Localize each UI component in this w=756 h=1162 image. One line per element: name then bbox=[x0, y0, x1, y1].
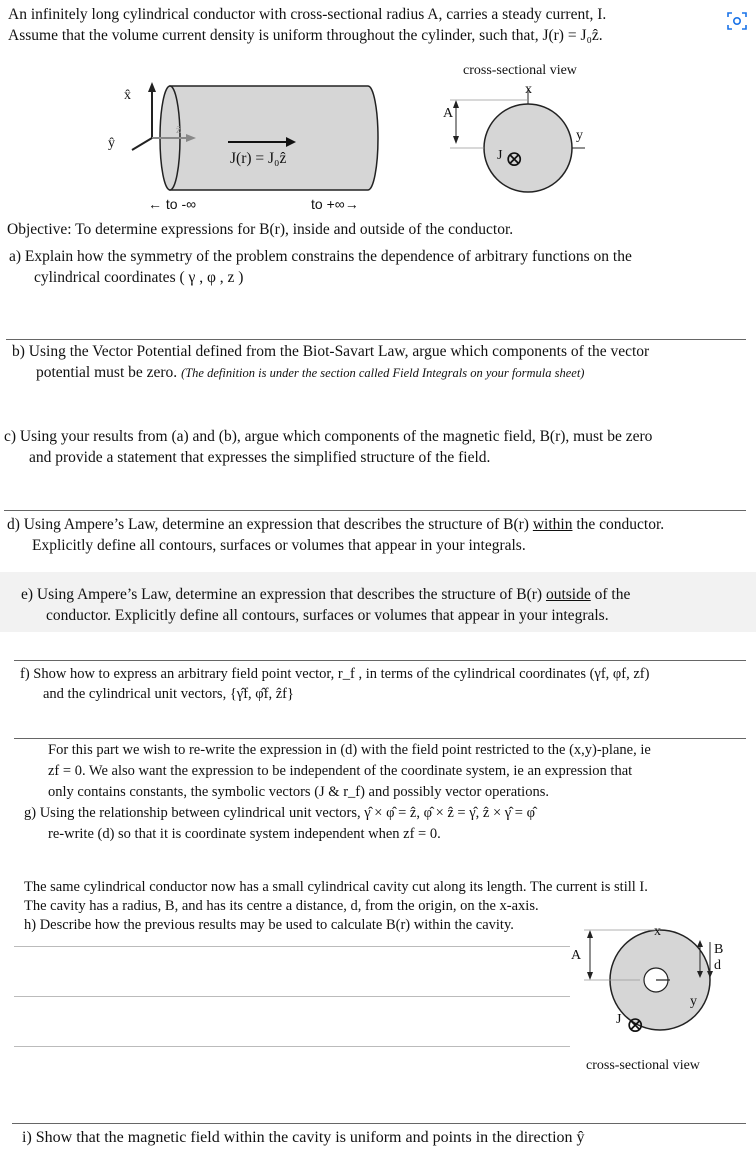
plus-infinity-label: to +∞→ bbox=[311, 196, 359, 212]
part-g-intro-1: For this part we wish to re-write the expression in (d) with the field point restricted to the (x,y)-plane, ie bbox=[48, 742, 651, 758]
fig2-d-label: d bbox=[714, 958, 721, 973]
part-e-line-2: conductor. Explicitly define all contours, surfaces or volumes that appear in your integrals. bbox=[46, 607, 609, 624]
intro-line-1: An infinitely long cylindrical conductor with cross-sectional radius A, carries a steady current, I. bbox=[8, 6, 607, 23]
divider bbox=[14, 738, 746, 739]
part-g-line-2: re-write (d) so that it is coordinate system independent when zf = 0. bbox=[48, 826, 441, 842]
minus-infinity-label: ← to -∞ bbox=[148, 196, 197, 212]
z-axis-label: ẑ bbox=[176, 124, 181, 136]
part-d-line-2: Explicitly define all contours, surfaces or volumes that appear in your integrals. bbox=[32, 537, 526, 554]
into-page-icon: ⊗ bbox=[505, 146, 524, 171]
fig2-b-label: B bbox=[714, 942, 724, 957]
part-b-line-2: potential must be zero. (The definition is under the section called Field Integrals on your formula sheet) bbox=[36, 364, 585, 381]
part-d-line-1: d) Using Ampere’s Law, determine an expression that describes the structure of B(r) within the conductor. bbox=[7, 516, 665, 533]
part-e-line-1: e) Using Ampere’s Law, determine an expression that describes the structure of B(r) outside of the bbox=[21, 586, 631, 603]
part-h-intro-1: The same cylindrical conductor now has a small cylindrical cavity cut along its length. The current is still I. bbox=[24, 879, 648, 895]
part-a-line-2: cylindrical coordinates ( γ , φ , z ) bbox=[34, 269, 244, 286]
intro-line-2: Assume that the volume current density is uniform throughout the cylinder, such that, J(r) = J₀ẑ. bbox=[8, 27, 603, 44]
cross-section-label-2: cross-sectional view bbox=[586, 1058, 700, 1073]
divider bbox=[14, 946, 570, 947]
divider bbox=[14, 660, 746, 661]
part-f-line-1: f) Show how to express an arbitrary field point vector, r_f , in terms of the cylindrical coordinates (γf, φf, zf) bbox=[20, 666, 650, 682]
x-axis-label: x̂ bbox=[124, 88, 131, 103]
fig2-radius-label: A bbox=[571, 948, 582, 963]
divider bbox=[6, 339, 746, 340]
part-c-line-1: c) Using your results from (a) and (b), argue which components of the magnetic field, B(r), must be zero bbox=[4, 428, 653, 445]
fig2-y-label: y bbox=[690, 994, 697, 1009]
divider bbox=[14, 996, 570, 997]
fig1-x-label: x bbox=[525, 82, 532, 97]
part-b-line-1: b) Using the Vector Potential defined from the Biot-Savart Law, argue which components of the vector bbox=[12, 343, 650, 360]
divider bbox=[12, 1123, 746, 1124]
scan-icon[interactable] bbox=[726, 10, 748, 32]
y-axis-label: ŷ bbox=[108, 136, 115, 151]
j-field-label: J(r) = J₀ẑ bbox=[230, 150, 287, 167]
cross-section-label-1: cross-sectional view bbox=[463, 63, 577, 78]
part-g-intro-2: zf = 0. We also want the expression to be independent of the coordinate system, ie an expression that bbox=[48, 763, 633, 779]
part-i-line-1: i) Show that the magnetic field within the cavity is uniform and points in the direction ŷ bbox=[22, 1129, 585, 1146]
part-g-line-1: g) Using the relationship between cylindrical unit vectors, γ̂ × φ̂ = ẑ, φ̂ × ẑ = γ̂, ẑ × γ̂ = φ̂ bbox=[24, 805, 535, 821]
divider bbox=[4, 510, 746, 511]
part-g-intro-3: only contains constants, the symbolic vectors (J & r_f) and possibly vector operations. bbox=[48, 784, 549, 800]
part-a-line-1: a) Explain how the symmetry of the problem constrains the dependence of arbitrary functions on the bbox=[9, 248, 632, 265]
part-h-intro-2: The cavity has a radius, B, and has its centre a distance, d, from the origin, on the x-axis. bbox=[24, 898, 539, 914]
fig2-into-page-icon: ⊗ bbox=[626, 1012, 645, 1037]
fig1-current-label: J bbox=[497, 148, 503, 163]
objective: Objective: To determine expressions for B(r), inside and outside of the conductor. bbox=[7, 221, 514, 238]
fig1-y-label: y bbox=[576, 128, 583, 143]
part-f-line-2: and the cylindrical unit vectors, {γ̂f, φ̂f, ẑf} bbox=[43, 686, 294, 702]
fig2-current-label: J bbox=[616, 1012, 622, 1027]
divider bbox=[14, 1046, 570, 1047]
part-c-line-2: and provide a statement that expresses the simplified structure of the field. bbox=[29, 449, 491, 466]
part-b-note: (The definition is under the section called Field Integrals on your formula sheet) bbox=[181, 366, 585, 380]
fig2-x-label: x bbox=[654, 924, 661, 939]
part-h-line-1: h) Describe how the previous results may be used to calculate B(r) within the cavity. bbox=[24, 917, 514, 933]
fig1-radius-label: A bbox=[443, 106, 454, 121]
